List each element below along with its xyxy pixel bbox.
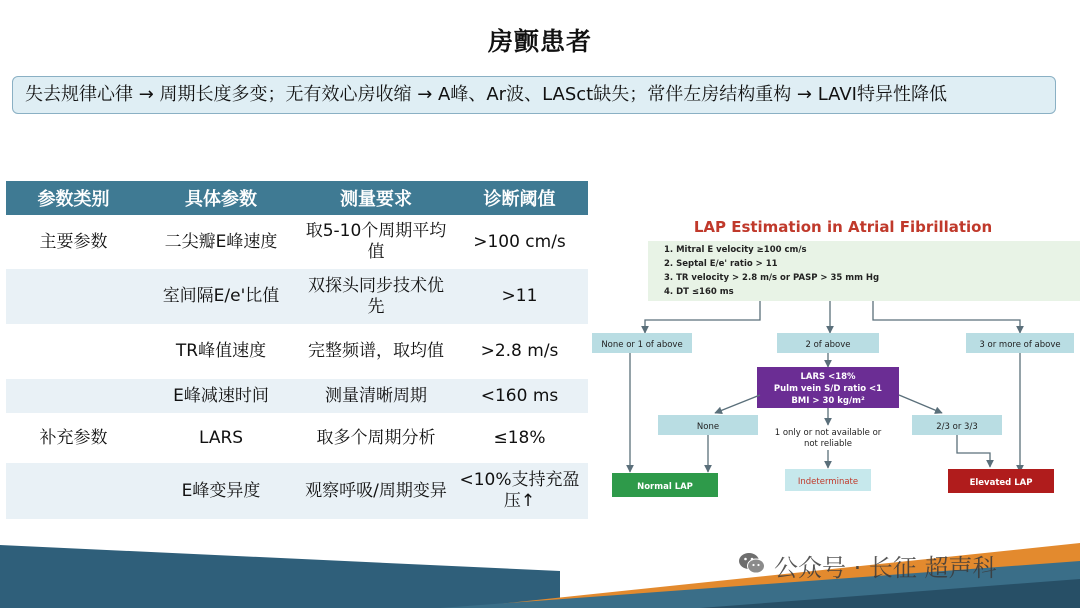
table-cell: <10%支持充盈压↑	[451, 463, 588, 519]
table-row	[6, 463, 588, 519]
sub-label: None	[696, 422, 720, 432]
connector-line	[645, 301, 760, 333]
table-cell: >2.8 m/s	[451, 324, 588, 379]
table-cell: 完整频谱，取均值	[301, 324, 451, 379]
table-row	[6, 324, 588, 379]
table-cell: E峰变异度	[141, 463, 301, 519]
parameter-table	[6, 181, 588, 519]
table-cell: <160 ms	[451, 379, 588, 413]
table-row	[6, 269, 588, 324]
secondary-criteria-item: BMI > 30 kg/m²	[791, 396, 865, 406]
connector-line	[873, 301, 1020, 333]
table-cell: 双探头同步技术优先	[301, 269, 451, 324]
summary-text: 失去规律心律 → 周期长度多变；无有效心房收缩 → A峰、Ar波、LASct缺失；常伴左房结构重构 → LAVI特异性降低	[25, 84, 947, 105]
criteria-item: 3. TR velocity > 2.8 m/s or PASP > 35 mm Hg	[664, 273, 880, 283]
sub-label: 1 only or not available or	[774, 428, 882, 438]
result-label: Normal LAP	[637, 482, 693, 492]
table-cell	[6, 379, 141, 413]
secondary-criteria-item: LARS <18%	[800, 372, 856, 382]
connector-line	[957, 435, 990, 467]
summary-box	[12, 76, 1056, 114]
lap-flowchart	[590, 205, 1080, 505]
branch-label: 3 or more of above	[979, 340, 1061, 350]
table-cell: 测量清晰周期	[301, 379, 451, 413]
table-cell: ≤18%	[451, 413, 588, 463]
table-cell: 二尖瓣E峰速度	[141, 215, 301, 269]
table-cell: 观察呼吸/周期变异	[301, 463, 451, 519]
table-cell: 补充参数	[6, 413, 141, 463]
table-row	[6, 413, 588, 463]
wechat-icon	[738, 551, 766, 581]
table-cell	[6, 324, 141, 379]
table-cell: 室间隔E/e'比值	[141, 269, 301, 324]
table-row	[6, 215, 588, 269]
criteria-item: 1. Mitral E velocity ≥100 cm/s	[664, 245, 807, 255]
criteria-item: 2. Septal E/e' ratio > 11	[664, 259, 778, 269]
table-cell: LARS	[141, 413, 301, 463]
table-header-threshold: 诊断阈值	[451, 181, 588, 215]
table-cell: >11	[451, 269, 588, 324]
table-cell: TR峰值速度	[141, 324, 301, 379]
table-row	[6, 379, 588, 413]
flowchart-title: LAP Estimation in Atrial Fibrillation	[693, 218, 993, 236]
watermark	[738, 548, 997, 583]
table-cell: 主要参数	[6, 215, 141, 269]
connector-line	[899, 395, 942, 413]
result-label: Indeterminate	[797, 477, 859, 487]
table-cell	[6, 463, 141, 519]
table-cell: 取5-10个周期平均值	[301, 215, 451, 269]
table-cell: 取多个周期分析	[301, 413, 451, 463]
sub-label: 2/3 or 3/3	[936, 422, 978, 432]
table-header-requirement: 测量要求	[301, 181, 451, 215]
table-cell	[6, 269, 141, 324]
table-cell: >100 cm/s	[451, 215, 588, 269]
sub-label: not reliable	[803, 439, 853, 449]
table-cell: E峰减速时间	[141, 379, 301, 413]
table-header-category: 参数类别	[6, 181, 141, 215]
table-header-row	[6, 181, 588, 215]
watermark-text: 公众号 · 长征 超声科	[774, 554, 997, 582]
connector-line	[715, 395, 760, 413]
branch-label: None or 1 of above	[601, 340, 683, 350]
criteria-item: 4. DT ≤160 ms	[664, 287, 734, 297]
table-header-parameter: 具体参数	[141, 181, 301, 215]
page-title: 房颤患者	[487, 27, 592, 56]
secondary-criteria-item: Pulm vein S/D ratio <1	[773, 384, 883, 394]
branch-label: 2 of above	[805, 340, 851, 350]
result-label: Elevated LAP	[969, 478, 1033, 488]
